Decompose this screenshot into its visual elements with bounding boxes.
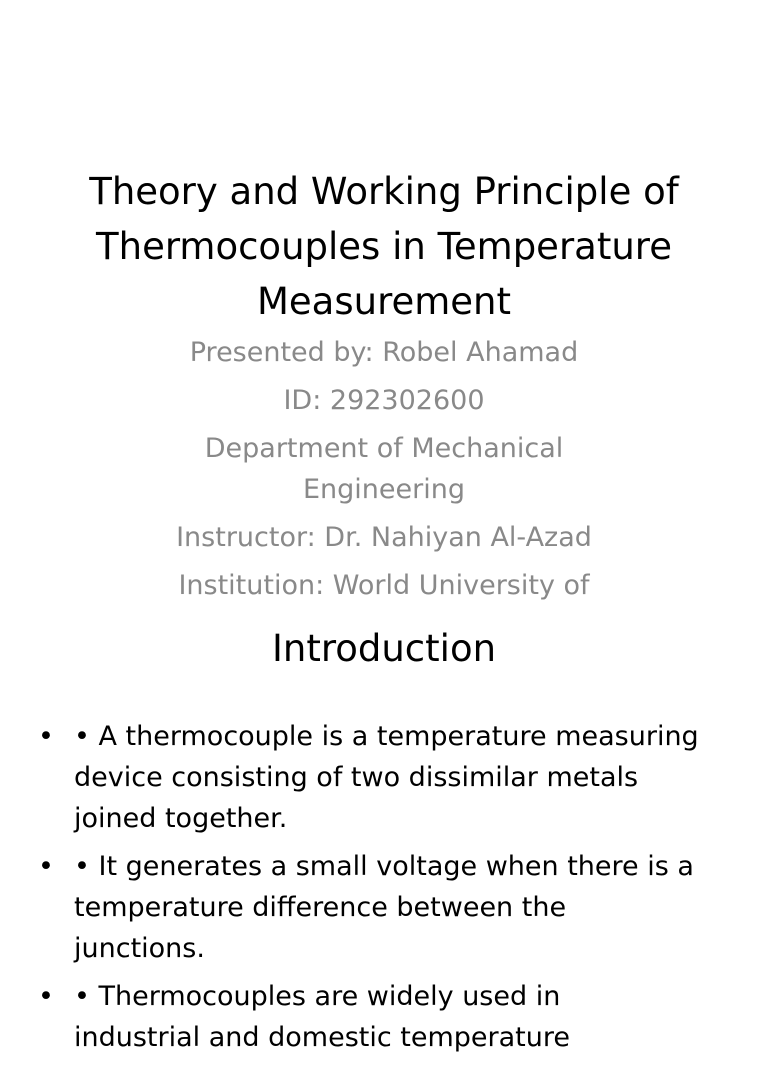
presentation-subtitle <box>120 332 648 613</box>
slide-heading: Introduction <box>271 627 497 670</box>
list-item <box>38 716 728 839</box>
bullet-list <box>38 716 728 1065</box>
list-item <box>38 976 728 1058</box>
instructor-text: Instructor: Dr. Nahiyan Al-Azad <box>176 522 592 553</box>
bullet-2-line-1: • It generates a small voltage when there is a <box>74 851 694 882</box>
introduction-slide <box>0 582 768 1053</box>
bullet-3-line-1: • Thermocouples are widely used in <box>74 981 561 1012</box>
bullet-2-line-2: temperature difference between the <box>74 892 567 923</box>
bullet-marker: • <box>38 721 54 752</box>
bullet-2-line-3: junctions. <box>74 933 205 964</box>
presentation-title <box>40 164 728 329</box>
title-line-2: Thermocouples in Temperature <box>96 225 672 268</box>
department-text <box>120 428 648 510</box>
title-line-1: Theory and Working Principle of <box>89 170 679 213</box>
department-line-2: Engineering <box>303 474 465 505</box>
institution-text: Institution: World University of <box>178 570 590 601</box>
bullet-3-line-2: industrial and domestic temperature <box>74 1022 570 1053</box>
bullet-1-line-2: device consisting of two dissimilar metals <box>74 762 639 793</box>
bullet-1-line-1: • A thermocouple is a temperature measuring <box>74 721 699 752</box>
presenter-text: Presented by: Robel Ahamad <box>189 337 579 368</box>
department-line-1: Department of Mechanical <box>204 433 564 464</box>
title-line-3: Measurement <box>256 280 511 323</box>
student-id-text: ID: 292302600 <box>283 385 485 416</box>
bullet-1-line-3: joined together. <box>74 803 288 834</box>
bullet-marker: • <box>38 851 54 882</box>
list-item <box>38 846 728 969</box>
bullet-marker: • <box>38 981 54 1012</box>
